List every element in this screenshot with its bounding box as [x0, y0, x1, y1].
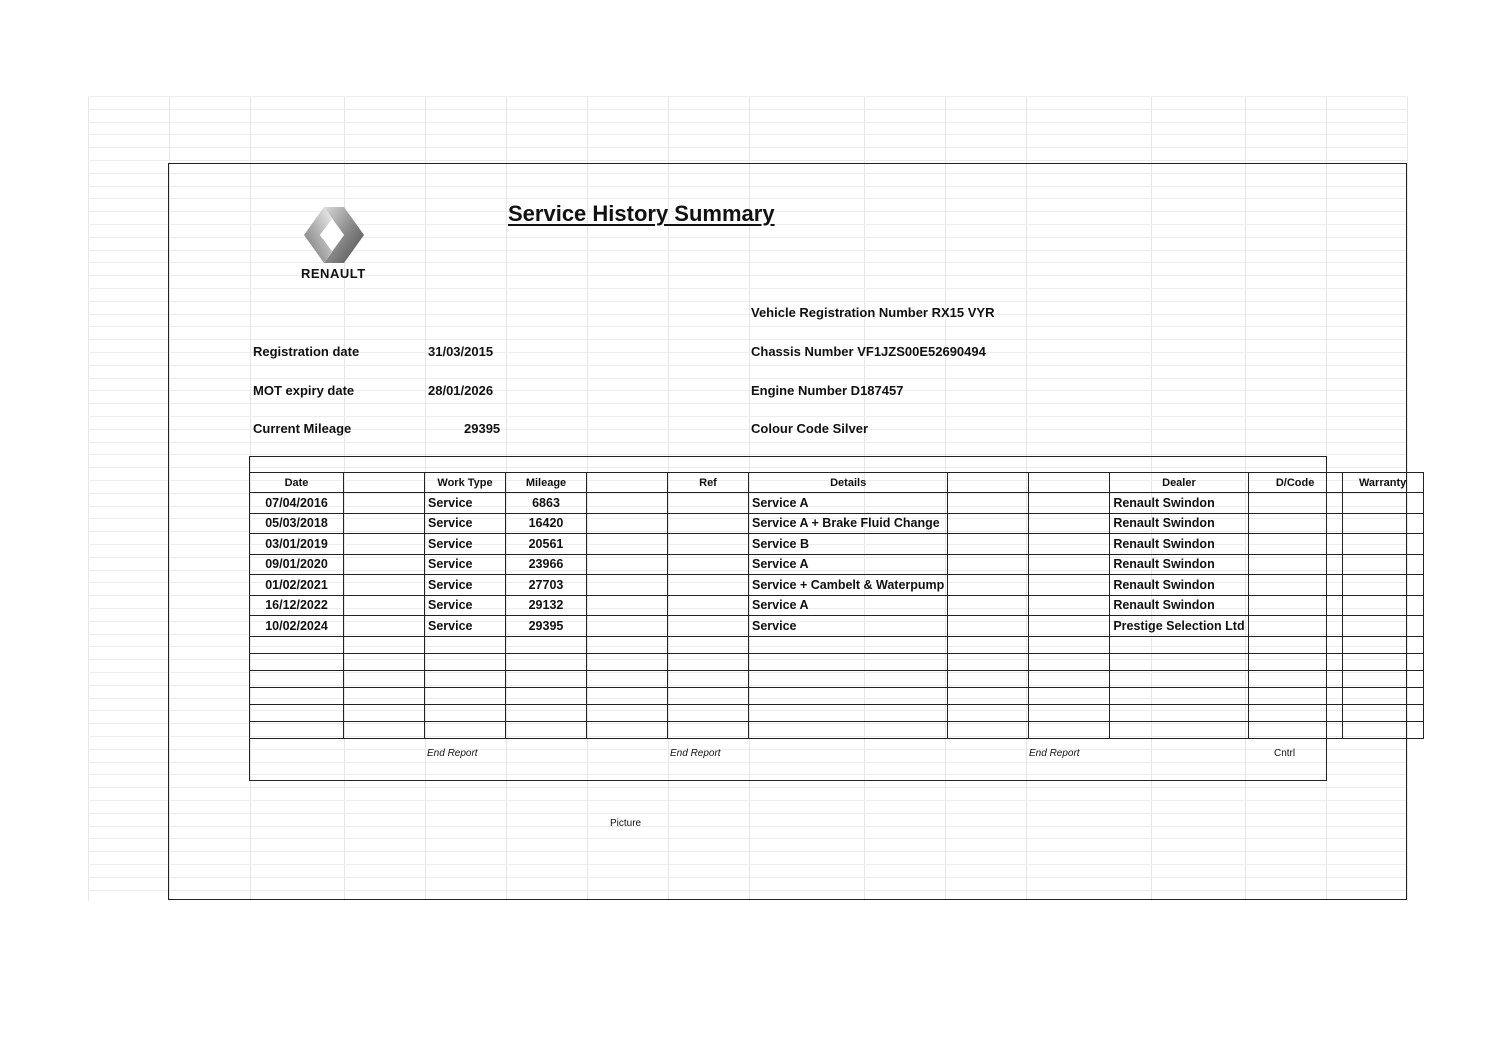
end-report-note: End Report: [1029, 748, 1080, 759]
cell-details: Service B: [749, 534, 948, 555]
table-row: [250, 595, 1424, 616]
mot-expiry-label: MOT expiry date: [253, 383, 355, 398]
header-mileage: Mileage: [506, 473, 587, 493]
mot-expiry-value: 28/01/2026: [428, 383, 494, 398]
empty-row: [250, 653, 1424, 670]
current-mileage-value: 29395: [464, 421, 501, 436]
cell-mileage: 20561: [506, 534, 587, 555]
cell-dealer: Renault Swindon: [1110, 575, 1248, 596]
table-row: [250, 575, 1424, 596]
cell-details: Service A: [749, 595, 948, 616]
cell-dealer: Renault Swindon: [1110, 554, 1248, 575]
picture-label: Picture: [610, 818, 642, 829]
cell-date: 05/03/2018: [250, 513, 344, 534]
cell-details: Service + Cambelt & Waterpump: [749, 575, 948, 596]
cell-work-type: Service: [425, 554, 506, 575]
chassis-number: Chassis Number VF1JZS00E52690494: [751, 344, 986, 359]
cell-dealer: Renault Swindon: [1110, 534, 1248, 555]
current-mileage-label: Current Mileage: [253, 421, 352, 436]
page-title: Service History Summary: [508, 201, 775, 226]
cell-details: Service: [749, 616, 948, 637]
cell-date: 01/02/2021: [250, 575, 344, 596]
cell-work-type: Service: [425, 595, 506, 616]
cell-mileage: 16420: [506, 513, 587, 534]
cntrl-note: Cntrl: [1274, 748, 1296, 759]
cell-work-type: Service: [425, 575, 506, 596]
cell-mileage: 29132: [506, 595, 587, 616]
header-details: Details: [749, 473, 948, 493]
cell-date: 16/12/2022: [250, 595, 344, 616]
cell-dealer: Renault Swindon: [1110, 513, 1248, 534]
end-report-note: End Report: [670, 748, 721, 759]
cell-dealer: Renault Swindon: [1110, 595, 1248, 616]
table-row: [250, 513, 1424, 534]
cell-mileage: 29395: [506, 616, 587, 637]
cell-mileage: 23966: [506, 554, 587, 575]
header-warranty: Warranty: [1342, 473, 1423, 493]
header-work-type: Work Type: [425, 473, 506, 493]
cell-details: Service A: [749, 493, 948, 514]
end-report-note: End Report: [427, 748, 478, 759]
empty-row: [250, 670, 1424, 687]
header-dcode: D/Code: [1248, 473, 1342, 493]
registration-date-label: Registration date: [253, 344, 360, 359]
cell-date: 07/04/2016: [250, 493, 344, 514]
empty-row: [250, 687, 1424, 704]
colour-code: Colour Code Silver: [751, 421, 869, 436]
cell-details: Service A + Brake Fluid Change: [749, 513, 948, 534]
table-row: [250, 493, 1424, 514]
table-row: [250, 534, 1424, 555]
empty-row: [250, 704, 1424, 721]
table-row: [250, 616, 1424, 637]
empty-row: [250, 721, 1424, 738]
table-row: [250, 554, 1424, 575]
service-history-table: [249, 472, 1424, 739]
vehicle-registration-number: Vehicle Registration Number RX15 VYR: [751, 305, 995, 320]
header-date: Date: [250, 473, 344, 493]
cell-mileage: 6863: [506, 493, 587, 514]
cell-work-type: Service: [425, 534, 506, 555]
cell-work-type: Service: [425, 513, 506, 534]
table-header-row: [250, 473, 1424, 493]
cell-dealer: Prestige Selection Ltd: [1110, 616, 1248, 637]
cell-date: 09/01/2020: [250, 554, 344, 575]
empty-row: [250, 636, 1424, 653]
cell-date: 10/02/2024: [250, 616, 344, 637]
brand-name: RENAULT: [301, 266, 366, 281]
cell-dealer: Renault Swindon: [1110, 493, 1248, 514]
cell-details: Service A: [749, 554, 948, 575]
cell-date: 03/01/2019: [250, 534, 344, 555]
header-ref: Ref: [668, 473, 749, 493]
registration-date-value: 31/03/2015: [428, 344, 494, 359]
engine-number: Engine Number D187457: [751, 383, 904, 398]
header-dealer: Dealer: [1110, 473, 1248, 493]
cell-work-type: Service: [425, 493, 506, 514]
cell-mileage: 27703: [506, 575, 587, 596]
cell-work-type: Service: [425, 616, 506, 637]
